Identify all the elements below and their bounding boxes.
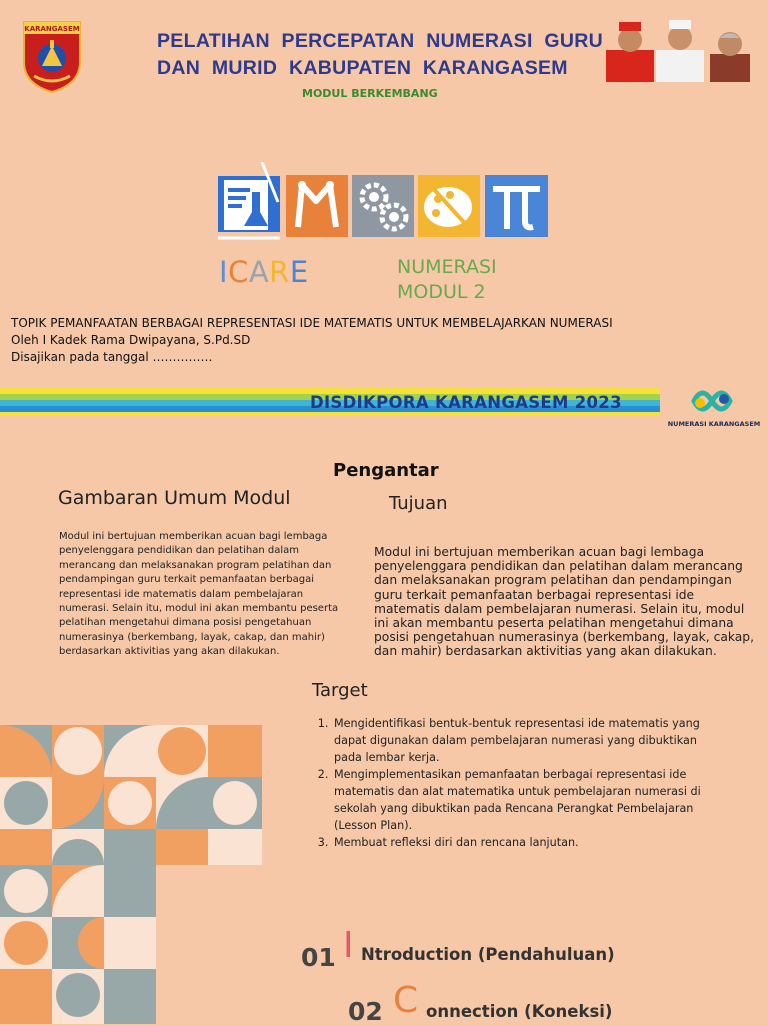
icare-letter-c: C [228,255,249,289]
numerasi-karangasem-logo [668,383,760,429]
module-subtitle: MODUL BERKEMBANG [302,87,438,100]
numerasi-line-1: NUMERASI [397,256,497,278]
tujuan-body: Modul ini bertujuan memberikan acuan bagi lembaga penyelenggara pendidikan dan pelatihan dalam merancang dan melaksanakan program pelatihan dan pendampingan guru terkait pemanfaatan berbagai representasi ide matematis dalam pembelajaran numerasi. Selain itu, modul ini akan membantu peserta pelatihan mengetahui dimana posisi pengetahuan numerasinya (berkembang, layak, cakap, dan mahir) berdasarkan aktivitias yang akan dilakukan. [374,545,755,659]
section-2-initial: C [393,980,419,1021]
nk-logo-text: NUMERASI KARANGASEM [668,420,760,428]
title-line-1: PELATIHAN PERCEPATAN NUMERASI GURU [157,30,604,52]
numerasi-module-label [397,255,497,305]
section-1-number: 01 [301,943,336,972]
science-icon [218,162,280,246]
topic-title: TOPIK PEMANFAATAN BERBAGAI REPRESENTASI IDE MATEMATIS UNTUK MEMBELAJARKAN NUMERASI [11,316,613,330]
gears-icon [352,175,414,237]
target-item: 2. Mengimplementasikan pemanfaatan berbagai representasi ide matematis dan alat matematika untuk pembelajaran numerasi di sekolah yang dibuktikan pada Rencana Perangkat Pembelajaran (Lesson Plan). [332,766,702,834]
title-line-2: DAN MURID KABUPATEN KARANGASEM [157,57,568,79]
tujuan-title: Tujuan [389,493,448,514]
geometric-pattern-decoration [0,725,262,1024]
section-1-title: Ntroduction (Pendahuluan) [361,945,615,964]
karangasem-emblem [20,18,84,94]
target-item: 1. Mengidentifikasi bentuk-bentuk representasi ide matematis yang dapat digunakan dalam pembelajaran numerasi yang dibuktikan pada lembar kerja. [332,715,702,766]
presented-date-line: Disajikan pada tanggal …………… [11,350,213,364]
icare-letter-i: I [219,255,229,289]
section-2-title: onnection (Koneksi) [426,1002,613,1021]
gambaran-title: Gambaran Umum Modul [58,487,291,509]
logo-text: KARANGASEM [24,25,80,33]
gambaran-body: Modul ini bertujuan memberikan acuan bagi lembaga penyelenggara pendidikan dan pelatihan dalam merancang dan melaksanakan program pelatihan dan pendampingan guru terkait pemanfaatan berbagai representasi ide matematis dalam pembelajaran numerasi. Selain itu, modul ini akan membantu peserta pelatihan mengetahui dimana posisi pengetahuan numerasinya (berkembang, layak, cakap, dan mahir) berdasarkan aktivitias yang akan dilakukan. [59,531,339,658]
target-list [310,715,702,851]
topic-block [11,315,613,366]
training-title [157,28,603,82]
author-line: Oleh I Kadek Rama Dwipayana, S.Pd.SD [11,333,251,347]
section-1-initial: I [343,925,354,966]
pengantar-heading: Pengantar [333,460,439,481]
icare-letter-e: E [289,255,309,289]
art-palette-icon [418,175,480,237]
numerasi-line-2: MODUL 2 [397,281,486,303]
icare-wordmark [219,255,309,289]
target-title: Target [312,680,368,701]
banner-text: DISDIKPORA KARANGASEM 2023 [310,393,622,412]
officials-portraits [606,16,750,82]
section-2-number: 02 [348,997,383,1026]
icare-letter-r: R [269,255,290,289]
pi-icon [485,175,548,237]
icare-letter-a: A [248,255,270,289]
target-item: 3. Membuat refleksi diri dan rencana lanjutan. [332,834,702,851]
engineering-icon [286,175,348,237]
